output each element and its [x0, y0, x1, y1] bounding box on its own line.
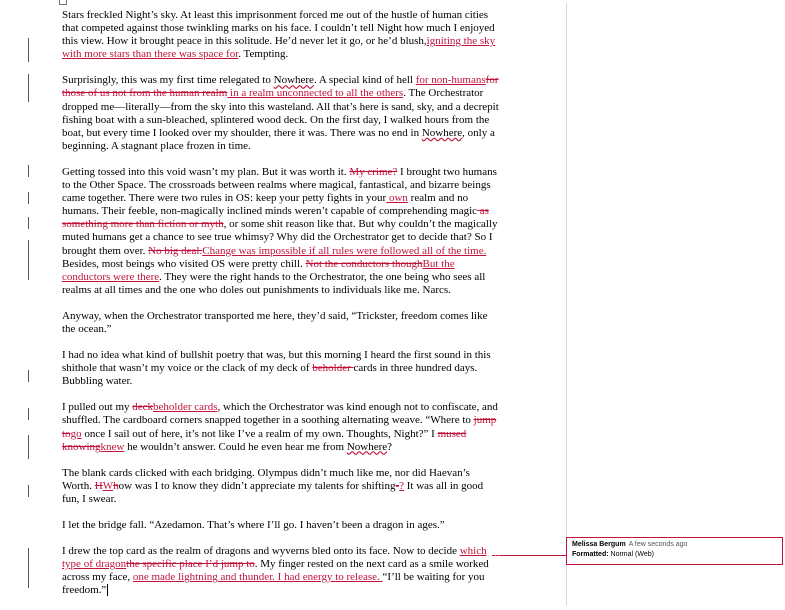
change-bar: [28, 548, 29, 588]
spelling-flag: Nowhere: [421, 126, 463, 139]
change-bar: [28, 240, 29, 280]
text-run: “I’ll be waiting for you freedom.”: [62, 571, 485, 597]
inserted-text: one made lightning and thunder. I had energy to release.: [132, 571, 383, 584]
revision-balloon[interactable]: [566, 537, 783, 565]
text-run: I drew the top card as the realm of dragons and wyverns bled onto its face. Now to decide: [62, 545, 460, 558]
deleted-text: h: [113, 479, 119, 492]
paragraph: [62, 310, 502, 336]
deleted-text: as something more than fiction or myth: [62, 205, 489, 231]
text-run: Getting tossed into this void wasn’t my plan. But it was worth it.: [62, 165, 350, 178]
text-run: , which the Orchestrator was kind enough not to confiscate, and shuffled. The cardboard corners snapped together in a soothing alternating weave. “Where to: [62, 401, 498, 427]
deleted-text: Not the conductors though: [305, 257, 423, 270]
paragraph: [62, 74, 502, 153]
text-run: Stars freckled Night’s sky. At least this imprisonment forced me out of the hustle of human cities that competed against those twinkling marks on his face. I couldn’t tell Night how much I enjoyed this view. How it brought peace in this solitude. He’d never let it go, or he’d blush,: [62, 9, 495, 48]
paragraph-marker: [59, 0, 67, 5]
text-run: It was all in good fun, I swear.: [62, 479, 484, 505]
inserted-text: W: [102, 479, 114, 492]
inserted-text: Change was impossible if all rules were followed all of the time.: [202, 244, 487, 257]
change-bar: [28, 408, 29, 420]
inserted-text: go: [70, 427, 82, 440]
text-run: . My finger rested on the next card as a smile worked across my face,: [62, 558, 489, 584]
inserted-text: own: [386, 192, 408, 205]
text-run: The blank cards clicked with each bridging. Olympus didn’t much like me, nor did Haevan’s Worth.: [62, 466, 470, 492]
inserted-text: in a realm unconnected to all the others: [227, 87, 404, 100]
deleted-text: -: [395, 479, 400, 492]
text-run: ow was I to know they didn’t appreciate my talents for shifting: [118, 479, 396, 492]
change-bar: [28, 165, 29, 177]
comment-connector: [502, 555, 566, 556]
text-run: . They were the right hands to the Orchestrator, the one being who sees all realms at all times and the one who doles out punishments to individuals like me. Narcs.: [62, 270, 486, 296]
balloon-header: [572, 540, 782, 550]
deleted-text: jump to: [62, 414, 497, 440]
inserted-text: which type of dragon: [62, 545, 487, 571]
deleted-text: deck: [132, 401, 154, 414]
spelling-flag: Nowhere: [273, 74, 314, 87]
inserted-text: knew: [100, 440, 125, 453]
paragraph: [62, 545, 502, 597]
text-run: I had no idea what kind of bullshit poetry that was, but this morning I heard the first sound in this shithole that wasn’t my voice or the clack of my deck of: [62, 349, 491, 375]
balloon-body: [572, 550, 782, 560]
text-cursor: [107, 584, 108, 596]
change-bar: [28, 38, 29, 62]
text-run: I pulled out my: [62, 401, 133, 414]
change-bar: [28, 192, 29, 204]
paragraph: [62, 519, 502, 532]
inserted-text: ?: [399, 479, 405, 492]
change-bar: [28, 217, 29, 229]
paragraph: [62, 401, 502, 453]
text-run: ?: [387, 440, 393, 453]
comment-connector-dash: [492, 555, 502, 557]
text-run: . Tempting.: [238, 48, 289, 61]
deleted-text: the specific place I’d jump to: [126, 558, 255, 571]
deleted-text: for those of us not from the human realm: [62, 74, 499, 100]
deleted-text: No big deal.: [148, 244, 203, 257]
document-body[interactable]: [62, 9, 502, 610]
inserted-text: beholder cards: [153, 401, 218, 414]
deleted-text: mused knowing: [62, 427, 467, 453]
deleted-text: beholder: [312, 362, 354, 375]
text-run: , or some shit reason like that. But why couldn’t the magically muted humans get a chance to see true whimsy? Why did the Orchestrator get to decide that? So I brought them over.: [62, 218, 498, 257]
deleted-text: H: [94, 479, 103, 492]
markup-area-divider: [566, 3, 567, 606]
text-run: Besides, most beings who visited OS were pretty chill.: [62, 257, 306, 270]
text-run: Surprisingly, this was my first time relegated to: [62, 74, 274, 87]
deleted-text: My crime?: [349, 165, 398, 178]
paragraph: [62, 349, 502, 388]
inserted-text: for non-humans: [415, 74, 486, 87]
text-run: . The Orchestrator dropped me—literally—from the sky into this wasteland. All that’s here is sand, sky, and a decrepit fishing boat with a sun-bleached, splintered wood deck. On the first day, I walked hours from the boat, but every time I looked over my shoulder, there it was. There was no end in: [62, 87, 499, 139]
paragraph: [62, 166, 502, 297]
text-run: he wouldn’t answer. Could he even hear me from: [124, 440, 347, 453]
text-run: I let the bridge fall. “Azedamon. That’s where I’ll go. I haven’t been a dragon in ages.”: [62, 519, 445, 531]
paragraph: [62, 467, 502, 506]
format-label: Formatted:: [572, 551, 609, 558]
change-bar: [28, 370, 29, 382]
change-bar: [28, 435, 29, 459]
inserted-text: igniting the sky with more stars than there was space for: [62, 35, 496, 61]
format-value: Normal (Web): [610, 551, 654, 558]
text-run: I brought two humans to the Other Space. The crossroads between realms where magical, fantastical, and bizarre beings came together. There were two rules in OS: keep your petty fights in your: [62, 165, 497, 205]
text-run: , only a beginning. A stagnant place frozen in time.: [62, 126, 495, 152]
comment-time: A few seconds ago: [628, 541, 688, 548]
change-bar: [28, 485, 29, 497]
text-run: . A special kind of hell: [313, 74, 416, 87]
paragraph: [62, 9, 502, 61]
text-run: realm and no humans. Their feeble, non-magically inclined minds weren’t capable of comprehending magic: [62, 192, 478, 218]
comment-author: Melissa Bergum: [572, 541, 626, 548]
text-run: Anyway, when the Orchestrator transported me here, they’d said, “Trickster, freedom comes like the ocean.”: [62, 309, 488, 335]
inserted-text: But the conductors were there: [62, 257, 455, 283]
spelling-flag: Nowhere: [346, 440, 388, 453]
text-run: cards in three hundred days. Bubbling water.: [62, 362, 478, 388]
text-run: once I sail out of here, it’s not like I’ve a realm of my own. Thoughts, Night?” I: [81, 427, 438, 440]
change-bar: [28, 74, 29, 102]
